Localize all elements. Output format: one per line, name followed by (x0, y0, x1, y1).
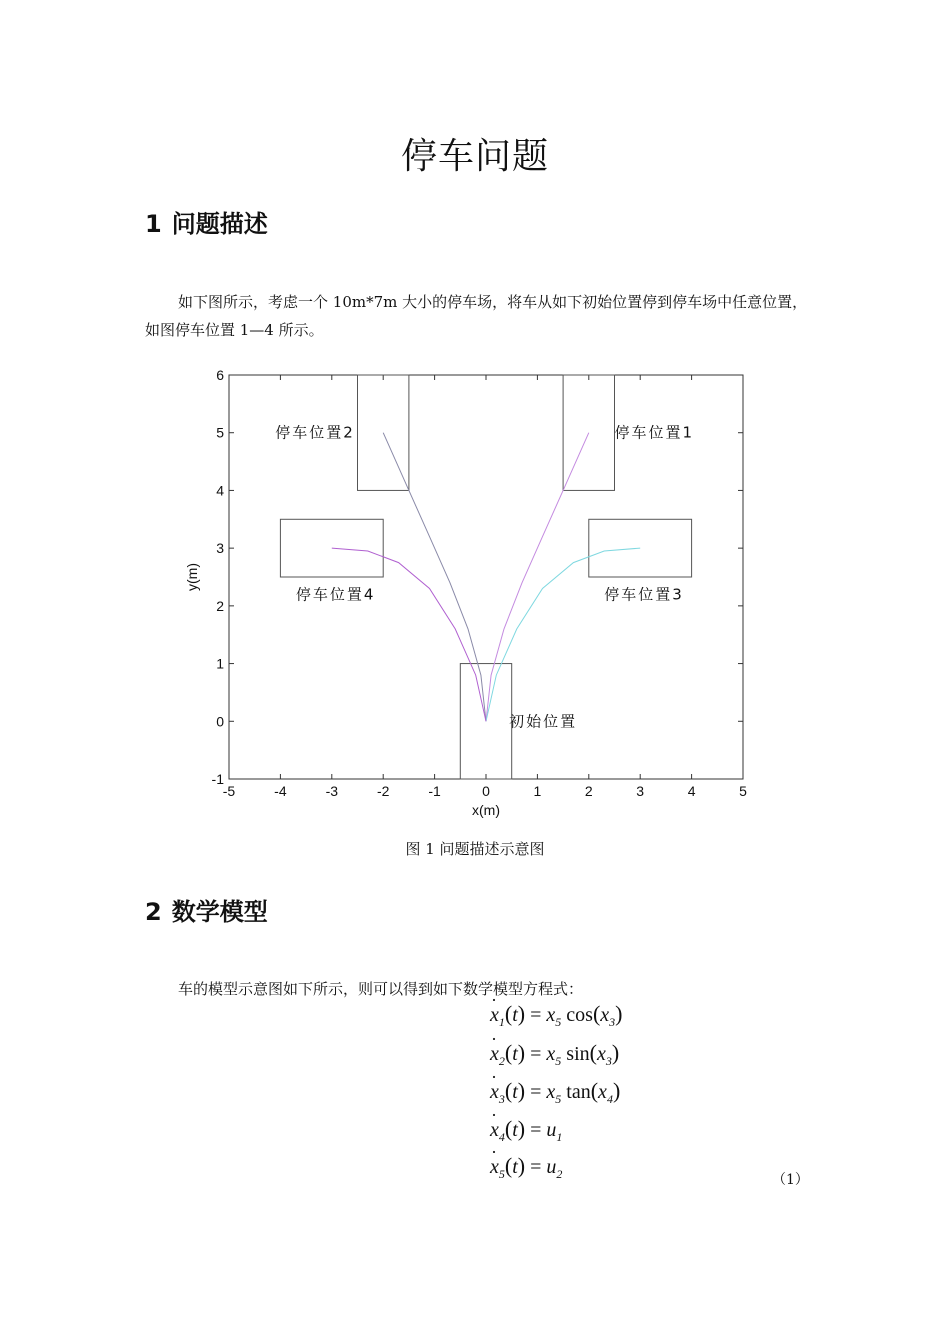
equation-paren: ( (592, 1001, 601, 1026)
equation-lhs-sub: 3 (498, 1092, 505, 1106)
equation-rhs-sub: 5 (555, 1015, 562, 1029)
equation-lhs-var: · x (490, 1081, 499, 1104)
x-tick-label: 0 (482, 783, 490, 799)
equation-rhs-sub: 2 (556, 1167, 563, 1181)
y-tick-label: 0 (216, 713, 224, 730)
equation-rhs-var: x (546, 1081, 556, 1103)
x-tick-label: -2 (376, 783, 390, 799)
trajectory-line-3 (486, 548, 640, 721)
y-tick-label: 6 (216, 367, 224, 383)
equation-paren: ) (612, 1078, 621, 1103)
y-axis-label: y(m) (184, 563, 200, 591)
equation-rhs-sub: 5 (555, 1054, 562, 1068)
equation-fn-sub: 4 (606, 1092, 613, 1106)
equation-fn-sub: 3 (605, 1054, 612, 1068)
y-tick-label: 2 (216, 597, 224, 614)
equation-lhs-var: · x (490, 1004, 499, 1027)
equation-rhs-var: x (546, 1043, 556, 1065)
equation-lhs-var: · x (490, 1156, 499, 1179)
annotation-label: 停车位置3 (604, 585, 684, 604)
x-tick-label: -1 (428, 783, 441, 799)
equation-equals: = (525, 1156, 547, 1178)
equation-paren: ( (504, 1078, 513, 1103)
equation-equals: = (525, 1081, 547, 1103)
equation-lhs-var: · x (490, 1043, 499, 1066)
equation-paren: ( (504, 1153, 513, 1178)
annotation-label: 停车位置2 (275, 423, 355, 442)
equation-lhs-sub: 5 (498, 1167, 505, 1181)
section-title: 数学模型 (171, 898, 268, 926)
equation-fn-arg: x (600, 1004, 610, 1026)
x-tick-label: 4 (687, 783, 696, 799)
paragraph-intro: 如下图所示，考虑一个 10m*7m 大小的停车场，将车从如下初始位置停到停车场中任意位置，如图停车位置 1—4 所示。 (145, 293, 808, 339)
y-tick-label: -1 (211, 771, 224, 787)
y-tick-label: 1 (216, 655, 224, 672)
equation-fn-arg: x (596, 1043, 606, 1065)
equation-function: tan (561, 1081, 591, 1103)
equation-equals: = (525, 1043, 547, 1065)
equation-paren: ( (504, 1116, 513, 1141)
equation-arg: t (512, 1004, 518, 1026)
equation-rhs-sub: 1 (556, 1130, 563, 1144)
equation-function: sin (561, 1043, 590, 1065)
annotation-label: 停车位置1 (614, 423, 695, 442)
y-tick-label: 4 (216, 482, 224, 499)
trajectory-line-4 (332, 548, 486, 721)
equation-lhs-sub: 2 (498, 1054, 505, 1068)
equation-paren: ( (504, 1040, 513, 1065)
x-axis-label: x(m) (472, 802, 500, 818)
equation-rhs-var: u (546, 1119, 557, 1141)
annotation-label: 停车位置4 (295, 585, 376, 604)
equation-paren: ) (517, 1040, 526, 1065)
equation-row (490, 1153, 562, 1182)
equation-fn-sub: 3 (609, 1015, 616, 1029)
page-title: 停车问题 (400, 136, 549, 177)
trajectory-line-2 (383, 433, 486, 722)
equation-paren: ( (590, 1078, 599, 1103)
equation-paren: ) (615, 1001, 623, 1026)
x-tick-label: -4 (274, 783, 287, 799)
section-heading-2 (145, 892, 268, 927)
x-tick-label: -3 (325, 783, 339, 799)
equation-paren: ) (517, 1078, 526, 1103)
equation-function: cos (561, 1004, 593, 1026)
equation-rhs-var: u (546, 1156, 557, 1178)
equation-lhs-var: · x (490, 1119, 499, 1142)
equation-paren: ) (517, 1001, 526, 1026)
equation-equals: = (525, 1119, 547, 1141)
annotation-label: 初始位置 (509, 712, 578, 731)
y-tick-label: 3 (216, 540, 224, 557)
equation-paren: ( (504, 1001, 513, 1026)
equation-row (490, 1078, 620, 1107)
x-tick-label: 2 (584, 783, 593, 799)
figure-caption: 图 1 问题描述示意图 (405, 840, 545, 858)
equation-number: （1） (772, 1172, 809, 1188)
equation-arg: t (512, 1081, 518, 1103)
equation-lhs-sub: 4 (498, 1130, 505, 1144)
equation-paren: ) (517, 1116, 526, 1141)
equation-lhs-sub: 1 (498, 1015, 505, 1029)
equation-equals: = (525, 1004, 547, 1026)
equation-row (490, 1001, 623, 1030)
equation-row (490, 1040, 619, 1069)
equation-paren: ) (517, 1153, 526, 1178)
section-number: 2 (145, 898, 162, 926)
equation-row (490, 1116, 562, 1145)
x-tick-label: 5 (739, 783, 747, 799)
equation-paren: ( (589, 1040, 597, 1065)
y-tick-label: 5 (216, 424, 224, 441)
section-title: 问题描述 (171, 210, 268, 238)
equation-rhs-sub: 5 (555, 1092, 562, 1106)
equation-paren: ) (611, 1040, 620, 1065)
equation-rhs-var: x (546, 1004, 556, 1026)
paragraph-model: 车的模型示意图如下所示，则可以得到如下数学模型方程式： (178, 980, 584, 998)
x-tick-label: 1 (533, 783, 542, 799)
equation-arg: t (512, 1043, 518, 1065)
equation-fn-arg: x (598, 1081, 607, 1103)
trajectory-line-1 (486, 433, 589, 722)
section-number: 1 (145, 210, 162, 238)
equation-arg: t (512, 1119, 518, 1141)
equation-arg: t (512, 1156, 518, 1178)
x-tick-label: -5 (222, 783, 236, 799)
x-tick-label: 3 (636, 783, 645, 799)
